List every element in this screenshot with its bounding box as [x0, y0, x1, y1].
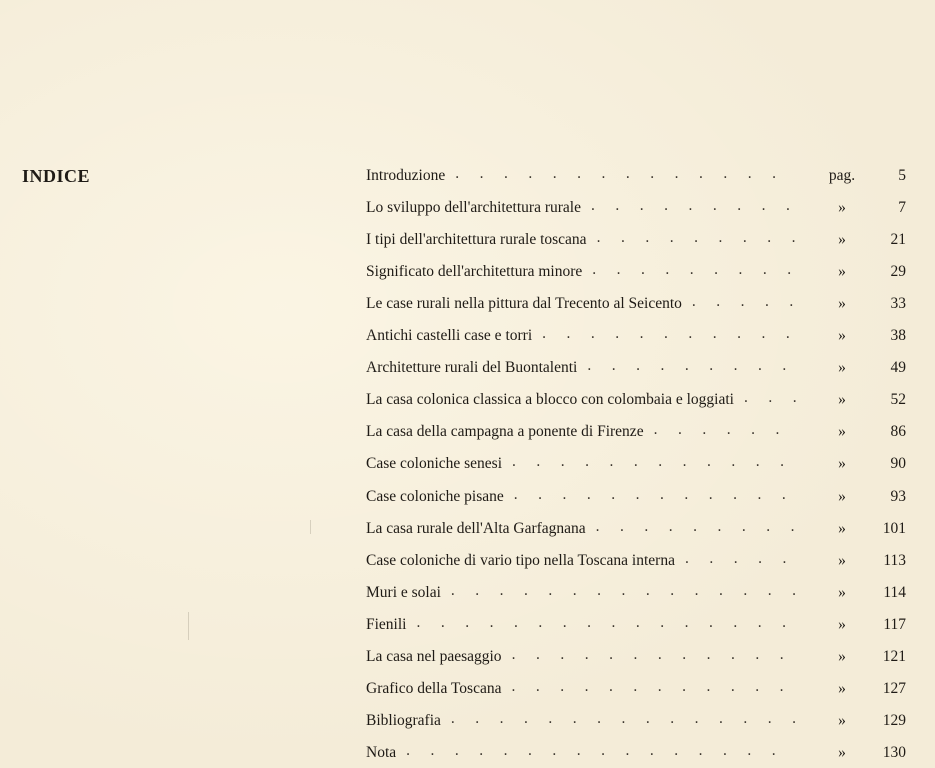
toc-entry-leader: .........	[587, 357, 807, 375]
toc-entry	[366, 292, 906, 316]
toc-entry-page: 21	[890, 231, 906, 249]
toc-entry-page: 52	[890, 391, 906, 409]
toc-entry-leader: ................	[416, 613, 807, 631]
toc-entry-page: 129	[882, 711, 906, 729]
toc-entry-title: Muri e solai	[366, 583, 441, 601]
paper-mark	[310, 520, 311, 534]
toc-entry-title: Grafico della Toscana	[366, 679, 502, 697]
toc-entry-marker: »	[838, 519, 846, 537]
toc-entry-leader: ............	[513, 485, 807, 503]
toc-entry-leader: .........	[596, 229, 816, 247]
toc-entry-leader: ............	[511, 645, 805, 663]
toc-entry	[366, 164, 906, 188]
toc-entry-marker: »	[838, 359, 846, 377]
toc-entry-page: 86	[890, 423, 906, 441]
page-heading: INDICE	[22, 166, 91, 186]
toc-entry-marker: »	[838, 199, 846, 217]
toc-entry-leader: ............	[512, 453, 805, 471]
toc-entry-leader: .........	[595, 517, 816, 535]
toc-entry-leader: .........	[592, 261, 812, 279]
toc-entry-marker: pag.	[828, 167, 856, 184]
toc-entry-title: Bibliografia	[366, 711, 441, 729]
toc-entry-marker: »	[838, 391, 846, 409]
toc-entry	[366, 324, 906, 348]
toc-entry-page: 93	[890, 487, 906, 505]
toc-entry-leader: .........	[590, 197, 811, 215]
toc-entry-marker: »	[838, 231, 846, 249]
toc-entry-marker: »	[838, 743, 846, 761]
toc-entry-marker: »	[838, 647, 846, 665]
toc-entry-marker: »	[838, 455, 846, 473]
toc-entry-page: 130	[882, 743, 906, 761]
toc-entry-page: 90	[890, 455, 906, 473]
toc-entry-title: Fienili	[366, 615, 407, 633]
toc-entry-marker: »	[838, 487, 846, 505]
toc-entry-leader: ...	[743, 389, 818, 407]
toc-entry-page: 117	[883, 615, 906, 633]
toc-entry-leader: ......	[653, 421, 800, 439]
toc-entry-leader: ..............	[455, 165, 797, 182]
toc-entry	[366, 485, 906, 509]
toc-entry-marker: »	[838, 423, 846, 441]
toc-entry-marker: »	[838, 679, 846, 697]
toc-entry	[366, 388, 906, 412]
toc-entry-page: 5	[898, 167, 906, 184]
toc-entry-page: 38	[890, 327, 906, 345]
toc-entry	[366, 549, 906, 573]
toc-entry	[366, 581, 906, 605]
toc-entry	[366, 420, 906, 444]
toc-entry-title: Lo sviluppo dell'architettura rurale	[366, 199, 581, 217]
toc-entry-page: 7	[898, 199, 906, 217]
toc-entry	[366, 613, 906, 637]
toc-entry	[366, 452, 906, 476]
toc-entry-title: La casa nel paesaggio	[366, 647, 502, 665]
toc-entry-leader: .....	[691, 293, 814, 311]
toc-entry-title: I tipi dell'architettura rurale toscana	[366, 231, 587, 249]
toc-entry	[366, 356, 906, 380]
toc-entry-title: La casa rurale dell'Alta Garfagnana	[366, 519, 586, 537]
toc-entry-page: 114	[883, 583, 906, 601]
toc-entry-title: La casa della campagna a ponente di Firenze	[366, 423, 644, 441]
toc-entry-leader: .....	[684, 549, 807, 567]
toc-entry	[366, 677, 906, 701]
toc-entry-title: Antichi castelli case e torri	[366, 327, 533, 345]
toc-entry-leader: ................	[406, 741, 797, 759]
toc-entry	[366, 741, 906, 765]
toc-entry-leader: ............	[511, 677, 804, 695]
toc-entry-title: Case coloniche senesi	[366, 455, 503, 473]
toc-entry-marker: »	[838, 583, 846, 601]
toc-entry	[366, 517, 906, 541]
toc-entry-title: Case coloniche pisane	[366, 487, 504, 505]
toc-entry-page: 101	[882, 519, 906, 537]
paper-mark	[188, 612, 189, 640]
toc-entry-title: Architetture rurali del Buontalenti	[366, 359, 578, 377]
toc-entry-marker: »	[838, 711, 846, 729]
toc-entry-title: Case coloniche di vario tipo nella Toscana interna	[366, 551, 675, 569]
toc-entry-title: Introduzione	[366, 167, 446, 184]
toc-entry-marker: »	[838, 327, 846, 345]
toc-entry-page: 113	[883, 551, 906, 569]
toc-entry	[366, 709, 906, 733]
toc-entry-leader: ...........	[542, 325, 811, 343]
toc-entry-marker: »	[838, 295, 846, 313]
toc-entry-marker: »	[838, 615, 846, 633]
toc-entry-page: 49	[890, 359, 906, 377]
toc-entry	[366, 260, 906, 284]
toc-entry	[366, 228, 906, 252]
toc-entry-page: 121	[882, 647, 906, 665]
toc-entry-leader: ...............	[450, 709, 817, 727]
toc-entry-leader: ...............	[450, 581, 817, 599]
toc-entry	[366, 645, 906, 669]
toc-entry-page: 127	[882, 679, 906, 697]
toc-entry-page: 33	[890, 295, 906, 313]
toc-entry-title: Significato dell'architettura minore	[366, 263, 583, 281]
toc-entry-title: La casa colonica classica a blocco con colombaia e loggiati	[366, 391, 734, 409]
toc-entry-title: Nota	[366, 743, 397, 761]
toc-entry-title: Le case rurali nella pittura dal Trecento al Seicento	[366, 295, 682, 313]
toc-entry-page: 29	[890, 263, 906, 281]
toc-entry-marker: »	[838, 551, 846, 569]
toc-entry-marker: »	[838, 263, 846, 281]
toc-entry	[366, 196, 906, 220]
